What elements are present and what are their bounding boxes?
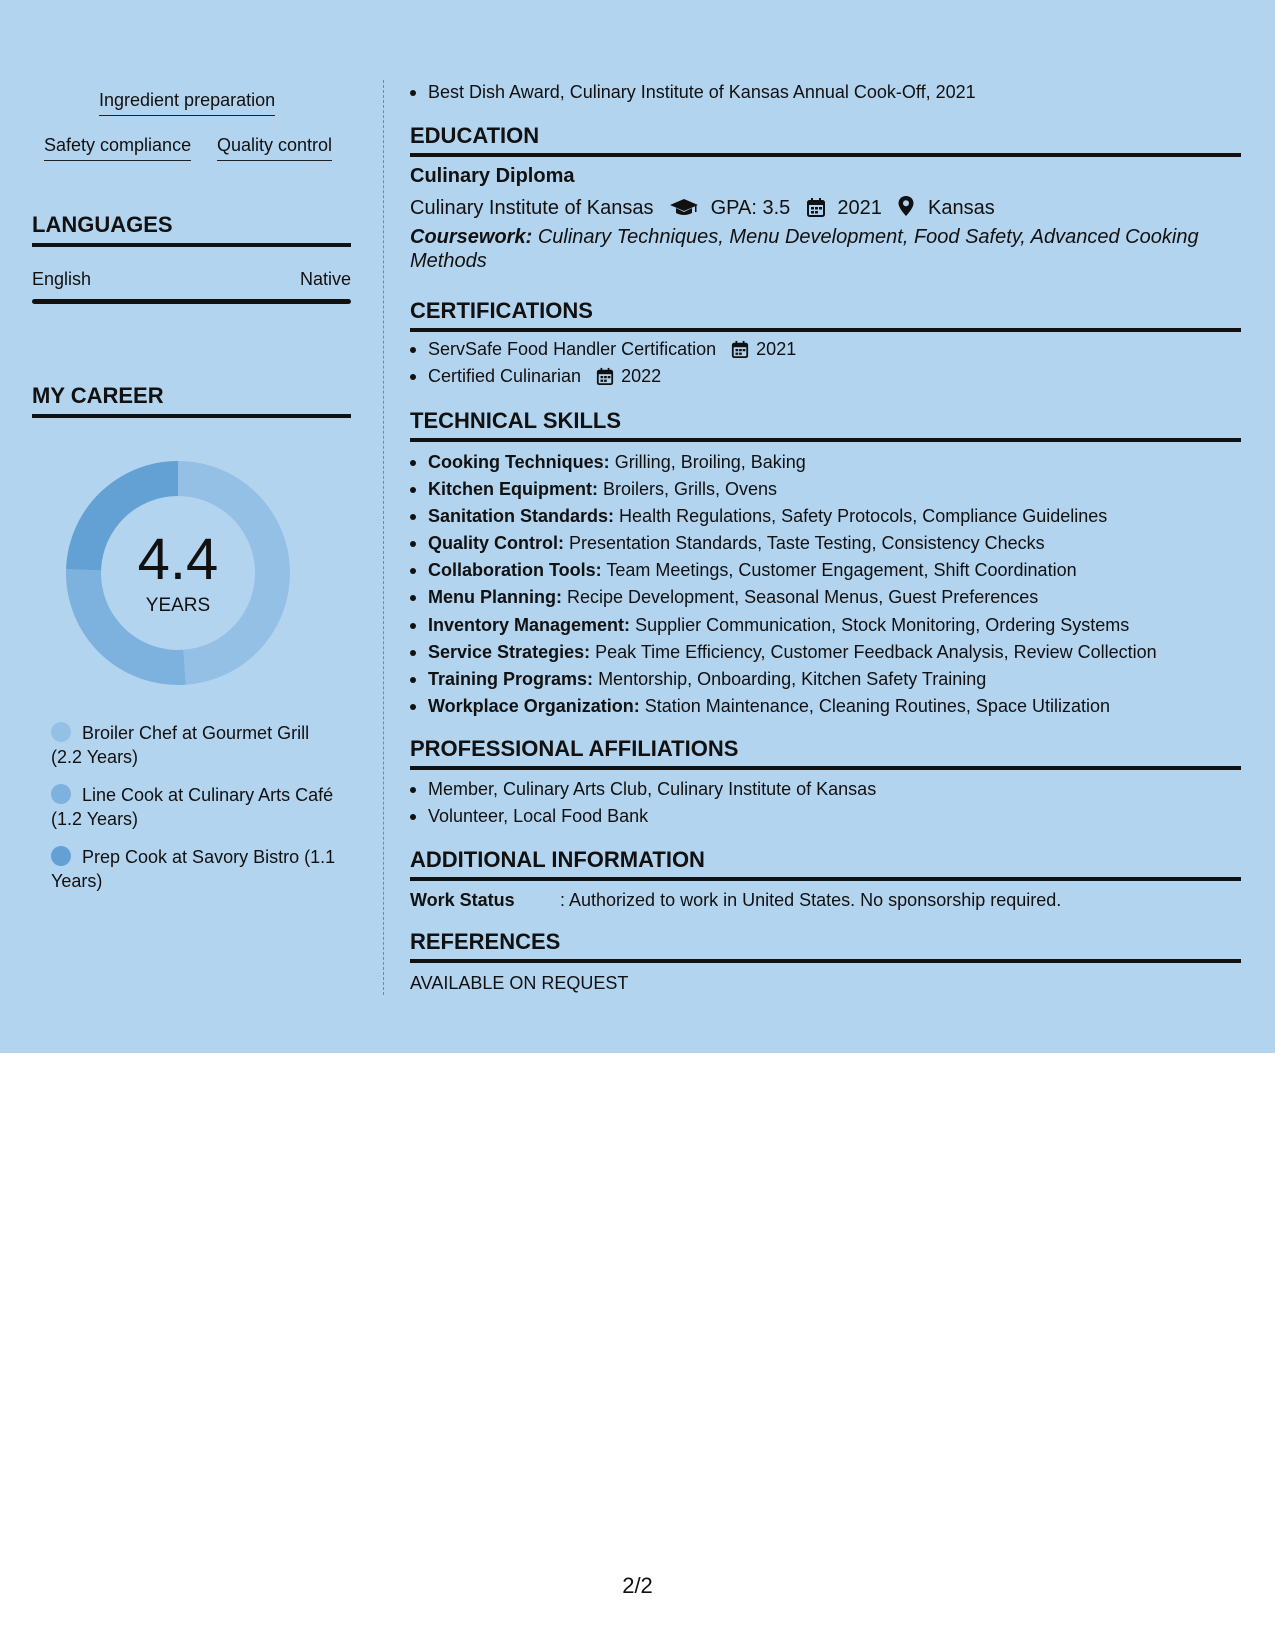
skill-item bbox=[410, 476, 1157, 503]
certification-name: ServSafe Food Handler Certification bbox=[428, 339, 717, 359]
work-status-label: Work Status bbox=[410, 890, 515, 910]
affiliation-item: Member, Culinary Arts Club, Culinary Institute of Kansas bbox=[410, 776, 876, 803]
skill-label: Training Programs: bbox=[428, 668, 594, 689]
affiliations-list bbox=[410, 776, 876, 830]
legend-label: Line Cook at Culinary Arts Café (1.2 Years) bbox=[51, 785, 334, 829]
skill-item bbox=[410, 612, 1157, 639]
legend-label: Prep Cook at Savory Bistro (1.1 Years) bbox=[51, 847, 336, 891]
skill-value: Presentation Standards, Taste Testing, Consistency Checks bbox=[569, 533, 1045, 554]
skill-item bbox=[410, 584, 1157, 611]
work-status-value: : Authorized to work in United States. No sponsorship required. bbox=[560, 890, 1062, 910]
graduation-cap-icon bbox=[669, 197, 699, 217]
certification-item bbox=[410, 336, 796, 363]
technical-skills-list bbox=[410, 449, 1157, 720]
language-row bbox=[32, 267, 351, 291]
references-text: AVAILABLE ON REQUEST bbox=[410, 973, 629, 993]
skill-item bbox=[410, 666, 1157, 693]
coursework-line bbox=[410, 225, 1199, 249]
legend-dot bbox=[51, 722, 71, 742]
awards-list bbox=[410, 79, 976, 106]
certification-year: 2021 bbox=[756, 339, 797, 359]
certification-year: 2022 bbox=[621, 366, 662, 386]
degree-title: Culinary Diploma bbox=[410, 165, 575, 187]
skill-item bbox=[410, 639, 1157, 666]
career-heading: MY CAREER bbox=[32, 382, 351, 418]
certification-item bbox=[410, 363, 796, 390]
language-level-bar bbox=[32, 299, 351, 304]
technical-skills-heading: TECHNICAL SKILLS bbox=[410, 407, 1241, 442]
certifications-list bbox=[410, 336, 796, 390]
career-legend-item bbox=[51, 845, 341, 893]
map-pin-icon bbox=[897, 195, 915, 217]
skill-value: Grilling, Broiling, Baking bbox=[614, 452, 806, 472]
work-status-row bbox=[410, 888, 1061, 912]
school-name: Culinary Institute of Kansas bbox=[410, 197, 654, 219]
career-total-years: 4.4 bbox=[137, 527, 219, 592]
skill-value: Recipe Development, Seasonal Menus, Guest Preferences bbox=[567, 587, 1039, 608]
skill-value: Supplier Communication, Stock Monitoring, Ordering Systems bbox=[635, 614, 1130, 635]
skill-label: Workplace Organization: bbox=[428, 695, 640, 716]
language-level: Native bbox=[299, 269, 351, 289]
education-heading: EDUCATION bbox=[410, 122, 1241, 157]
career-legend-item bbox=[51, 783, 341, 831]
legend-dot bbox=[51, 846, 71, 866]
skill-value: Team Meetings, Customer Engagement, Shift Coordination bbox=[606, 560, 1077, 581]
skill-tag: Quality control bbox=[217, 134, 332, 161]
career-years-label: YEARS bbox=[145, 595, 211, 616]
languages-heading: LANGUAGES bbox=[32, 211, 351, 247]
affiliations-heading: PROFESSIONAL AFFILIATIONS bbox=[410, 735, 1241, 770]
skill-item bbox=[410, 693, 1157, 720]
skill-label: Kitchen Equipment: bbox=[428, 479, 598, 500]
language-name: English bbox=[32, 269, 92, 289]
skill-value: Station Maintenance, Cleaning Routines, Space Utilization bbox=[644, 695, 1110, 716]
certifications-heading: CERTIFICATIONS bbox=[410, 297, 1241, 332]
skill-label: Menu Planning: bbox=[428, 587, 562, 608]
skill-item bbox=[410, 530, 1157, 557]
skill-label: Inventory Management: bbox=[428, 614, 631, 635]
legend-dot bbox=[51, 784, 71, 804]
skill-item bbox=[410, 557, 1157, 584]
affiliation-item: Volunteer, Local Food Bank bbox=[410, 803, 876, 830]
skill-item bbox=[410, 449, 1157, 476]
skill-tag: Safety compliance bbox=[44, 134, 191, 161]
skill-label: Cooking Techniques: bbox=[428, 452, 610, 472]
coursework-list: Culinary Techniques, Menu Development, Food Safety, Advanced Cooking bbox=[537, 226, 1199, 248]
page-number: 2/2 bbox=[622, 1573, 653, 1598]
coursework-label: Coursework: bbox=[410, 226, 533, 248]
school-location: Kansas bbox=[928, 197, 995, 219]
skill-value: Mentorship, Onboarding, Kitchen Safety Training bbox=[598, 668, 987, 689]
skill-item bbox=[410, 503, 1157, 530]
skill-label: Service Strategies: bbox=[428, 641, 591, 662]
career-legend-item bbox=[51, 721, 341, 769]
education-meta bbox=[410, 195, 995, 220]
skill-label: Quality Control: bbox=[428, 533, 564, 554]
skill-label: Collaboration Tools: bbox=[428, 560, 602, 581]
gpa: GPA: 3.5 bbox=[710, 197, 791, 219]
certification-name: Certified Culinarian bbox=[428, 366, 582, 386]
skill-value: Health Regulations, Safety Protocols, Compliance Guidelines bbox=[619, 506, 1108, 527]
calendar-icon bbox=[596, 367, 614, 385]
skill-tag: Ingredient preparation bbox=[99, 89, 275, 116]
skill-value: Broilers, Grills, Ovens bbox=[603, 479, 778, 500]
references-heading: REFERENCES bbox=[410, 928, 1241, 963]
calendar-icon bbox=[731, 340, 749, 358]
award-item: Best Dish Award, Culinary Institute of Kansas Annual Cook-Off, 2021 bbox=[410, 79, 976, 106]
additional-info-heading: ADDITIONAL INFORMATION bbox=[410, 846, 1241, 881]
skill-label: Sanitation Standards: bbox=[428, 506, 615, 527]
coursework-continuation: Methods bbox=[410, 250, 487, 272]
legend-label: Broiler Chef at Gourmet Grill (2.2 Years) bbox=[51, 723, 310, 767]
calendar-icon bbox=[806, 197, 826, 217]
column-divider bbox=[383, 80, 384, 995]
graduation-year: 2021 bbox=[837, 197, 882, 219]
skill-value: Peak Time Efficiency, Customer Feedback Analysis, Review Collection bbox=[595, 641, 1157, 662]
